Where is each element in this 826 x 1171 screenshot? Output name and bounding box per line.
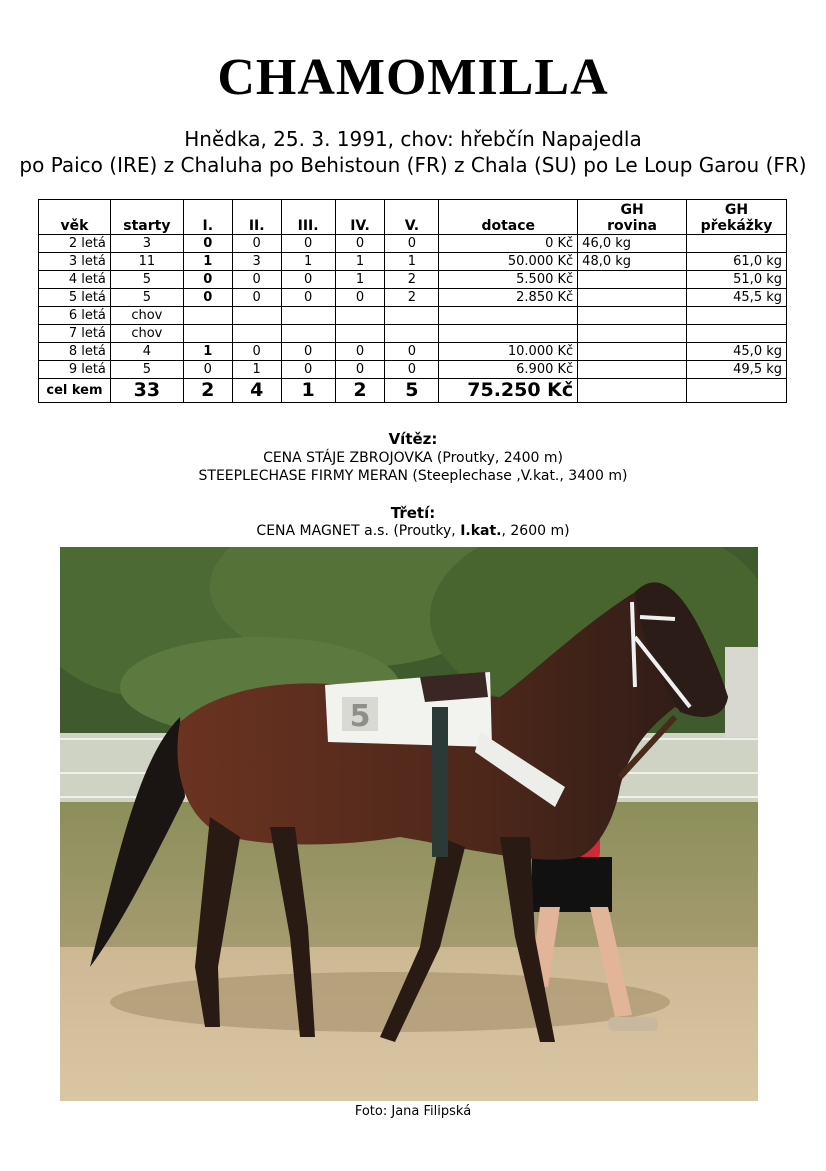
table-cell: 61,0 kg — [687, 253, 787, 271]
table-cell: 0 — [335, 235, 385, 253]
table-cell: 10.000 Kč — [439, 343, 578, 361]
table-total-cell: 75.250 Kč — [439, 379, 578, 403]
table-cell: 0 — [183, 361, 232, 379]
table-cell — [687, 325, 787, 343]
table-cell: 3 — [110, 235, 183, 253]
table-cell: 1 — [335, 271, 385, 289]
table-cell: 5 — [110, 361, 183, 379]
table-cell: 1 — [183, 253, 232, 271]
table-total-cell — [578, 379, 687, 403]
table-cell — [578, 289, 687, 307]
table-cell: 2.850 Kč — [439, 289, 578, 307]
table-header-cell: starty — [110, 200, 183, 235]
table-cell — [385, 325, 439, 343]
table-cell — [578, 307, 687, 325]
table-cell: 0 — [232, 235, 281, 253]
table-cell: 1 — [335, 253, 385, 271]
table-total-row — [39, 379, 787, 403]
table-cell: 0 — [281, 235, 335, 253]
table-cell: 7 letá — [39, 325, 111, 343]
third-race-1: CENA MAGNET a.s. (Proutky, I.kat., 2600 m) — [256, 523, 570, 539]
table-cell: 6.900 Kč — [439, 361, 578, 379]
winner-heading: Vítěz: — [388, 430, 438, 448]
table-cell — [578, 325, 687, 343]
table-cell — [183, 325, 232, 343]
photo-credit: Foto: Jana Filipská — [354, 1104, 472, 1119]
table-cell — [183, 307, 232, 325]
table-cell: 4 — [110, 343, 183, 361]
table-header-cell: GH rovina — [578, 200, 687, 235]
table-cell: 0 — [232, 271, 281, 289]
table-row — [39, 361, 787, 379]
table-total-cell: 1 — [281, 379, 335, 403]
table-cell: 5 — [110, 289, 183, 307]
table-cell: 0 — [232, 343, 281, 361]
table-cell: 1 — [281, 253, 335, 271]
table-cell: 0 — [335, 289, 385, 307]
table-cell: 0 — [385, 235, 439, 253]
table-row — [39, 307, 787, 325]
table-cell: chov — [110, 307, 183, 325]
table-header-cell: dotace — [439, 200, 578, 235]
table-cell: 1 — [385, 253, 439, 271]
table-cell: chov — [110, 325, 183, 343]
table-cell: 5.500 Kč — [439, 271, 578, 289]
table-cell: 1 — [232, 361, 281, 379]
table-cell: 0 Kč — [439, 235, 578, 253]
table-cell — [578, 343, 687, 361]
table-cell: 0 — [281, 361, 335, 379]
table-cell — [232, 307, 281, 325]
table-cell: 0 — [183, 271, 232, 289]
table-cell — [232, 325, 281, 343]
table-total-cell: 2 — [335, 379, 385, 403]
table-cell — [439, 325, 578, 343]
table-cell: 50.000 Kč — [439, 253, 578, 271]
horse-info: Hnědka, 25. 3. 1991, chov: hřebčín Napajedla — [184, 127, 642, 151]
race-statistics-table — [38, 199, 787, 403]
table-cell: 5 — [110, 271, 183, 289]
table-header-cell: V. — [385, 200, 439, 235]
table-cell — [281, 307, 335, 325]
table-header-cell: IV. — [335, 200, 385, 235]
table-row — [39, 253, 787, 271]
table-cell: 2 — [385, 289, 439, 307]
table-row — [39, 289, 787, 307]
third-heading: Třetí: — [390, 504, 436, 522]
table-cell — [578, 271, 687, 289]
table-cell: 0 — [232, 289, 281, 307]
table-cell — [281, 325, 335, 343]
table-cell: 0 — [281, 289, 335, 307]
table-cell — [439, 307, 578, 325]
table-cell: 0 — [385, 361, 439, 379]
table-cell — [335, 307, 385, 325]
table-cell: 11 — [110, 253, 183, 271]
table-cell: 51,0 kg — [687, 271, 787, 289]
table-row — [39, 271, 787, 289]
table-cell: 9 letá — [39, 361, 111, 379]
winner-race-2: STEEPLECHASE FIRMY MERAN (Steeplechase ,V.kat., 3400 m) — [198, 468, 628, 484]
table-cell: 2 — [385, 271, 439, 289]
table-cell — [335, 325, 385, 343]
table-cell: 4 letá — [39, 271, 111, 289]
table-total-cell: cel kem — [39, 379, 111, 403]
table-cell — [578, 361, 687, 379]
horse-photo — [60, 547, 758, 1101]
table-cell: 0 — [281, 343, 335, 361]
table-cell: 3 — [232, 253, 281, 271]
table-row — [39, 325, 787, 343]
table-header-cell: III. — [281, 200, 335, 235]
table-cell: 6 letá — [39, 307, 111, 325]
table-total-cell: 5 — [385, 379, 439, 403]
table-cell: 5 letá — [39, 289, 111, 307]
table-cell: 0 — [335, 343, 385, 361]
table-cell: 45,5 kg — [687, 289, 787, 307]
table-cell: 2 letá — [39, 235, 111, 253]
table-cell: 0 — [281, 271, 335, 289]
table-header-cell: I. — [183, 200, 232, 235]
winner-race-1: CENA STÁJE ZBROJOVKA (Proutky, 2400 m) — [263, 450, 563, 466]
table-total-cell: 2 — [183, 379, 232, 403]
table-cell — [687, 235, 787, 253]
table-cell: 1 — [183, 343, 232, 361]
table-header-cell: GH překážky — [687, 200, 787, 235]
table-cell: 0 — [385, 343, 439, 361]
pedigree: po Paico (IRE) z Chaluha po Behistoun (FR) z Chala (SU) po Le Loup Garou (FR) — [19, 153, 807, 177]
table-cell: 48,0 kg — [578, 253, 687, 271]
table-cell: 0 — [183, 289, 232, 307]
table-total-cell: 4 — [232, 379, 281, 403]
table-header-cell: věk — [39, 200, 111, 235]
saddle-number: 5 — [349, 699, 371, 734]
table-cell: 3 letá — [39, 253, 111, 271]
table-cell: 46,0 kg — [578, 235, 687, 253]
table-row — [39, 343, 787, 361]
table-cell: 49,5 kg — [687, 361, 787, 379]
table-row — [39, 235, 787, 253]
table-cell: 0 — [335, 361, 385, 379]
table-cell — [385, 307, 439, 325]
page-title: CHAMOMILLA — [217, 49, 609, 106]
table-header-row — [39, 200, 787, 235]
table-cell: 8 letá — [39, 343, 111, 361]
table-cell: 45,0 kg — [687, 343, 787, 361]
table-cell — [687, 307, 787, 325]
table-total-cell: 33 — [110, 379, 183, 403]
table-header-cell: II. — [232, 200, 281, 235]
table-total-cell — [687, 379, 787, 403]
table-cell: 0 — [183, 235, 232, 253]
